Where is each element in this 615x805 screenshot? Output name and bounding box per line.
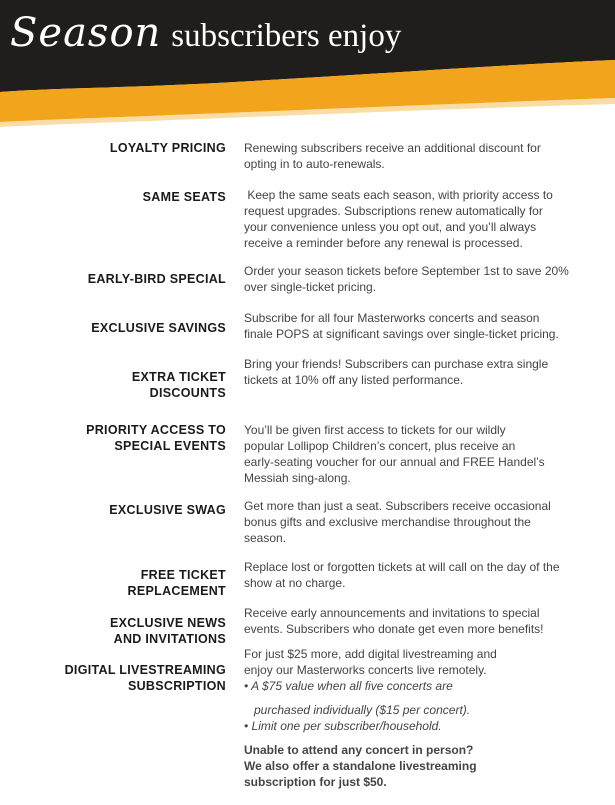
- bullet-item: • A $75 value when all five concerts are: [244, 679, 453, 693]
- benefit-label: PRIORITY ACCESS TO SPECIAL EVENTS: [86, 423, 226, 453]
- benefit-description: Subscribe for all four Masterworks concerts and season finale POPS at significant savings over single-ticket pricing.: [244, 311, 559, 341]
- title-rest: subscribers enjoy: [171, 18, 402, 54]
- benefit-label: EXCLUSIVE SAVINGS: [91, 321, 226, 335]
- benefit-description: Order your season tickets before September 1st to save 20% over single-ticket pricing.: [244, 264, 569, 294]
- benefit-description: For just $25 more, add digital livestreaming and enjoy our Masterworks concerts live remotely. • A $75 value when all five concerts are purchased individually ($15 per concert). • Limit one per subscriber/household. Unable to attend any concert in person? We also offer a standalone livestreaming subscription for just $50.: [244, 646, 596, 790]
- benefit-label: FREE TICKET REPLACEMENT: [127, 568, 226, 598]
- benefit-label: EARLY-BIRD SPECIAL: [87, 272, 226, 286]
- closing-note: Unable to attend any concert in person?: [244, 743, 474, 757]
- benefit-description: Receive early announcements and invitations to special events. Subscribers who donate get even more benefits!: [244, 606, 544, 636]
- benefit-label: EXCLUSIVE NEWS AND INVITATIONS: [109, 616, 226, 646]
- closing-note: We also offer a standalone livestreaming: [244, 759, 477, 773]
- benefit-description: Keep the same seats each season, with priority access to request upgrades. Subscriptions renew automatically for your convenience unless you opt out, and you’ll always receive a reminder before any renewal is processed.: [244, 188, 553, 250]
- benefit-label: SAME SEATS: [142, 190, 226, 204]
- bullet-item: • Limit one per subscriber/household.: [244, 719, 442, 733]
- closing-note: subscription for just $50.: [244, 775, 387, 789]
- bullet-item-continued: purchased individually ($15 per concert).: [254, 703, 471, 717]
- benefit-description: Replace lost or forgotten tickets at will call on the day of the show at no charge.: [244, 560, 560, 590]
- benefit-label: EXTRA TICKET DISCOUNTS: [131, 370, 226, 400]
- benefit-description: Get more than just a seat. Subscribers receive occasional bonus gifts and exclusive merchandise throughout the season.: [244, 499, 551, 545]
- benefit-description: You’ll be given first access to tickets for our wildly popular Lollipop Children’s concert, plus receive an early-seating voucher for our annual and FREE Handel’s Messiah sing-along.: [244, 423, 545, 485]
- header-banner: [0, 0, 615, 135]
- benefit-label: DIGITAL LIVESTREAMING SUBSCRIPTION: [64, 663, 226, 693]
- title-script-word: Season: [10, 10, 162, 56]
- page-title: [10, 10, 401, 70]
- benefit-label: LOYALTY PRICING: [109, 141, 226, 155]
- benefit-label: EXCLUSIVE SWAG: [109, 503, 226, 517]
- benefit-description: Bring your friends! Subscribers can purchase extra single tickets at 10% off any listed performance.: [244, 357, 549, 387]
- benefit-description: Renewing subscribers receive an additional discount for opting in to auto-renewals.: [244, 141, 541, 171]
